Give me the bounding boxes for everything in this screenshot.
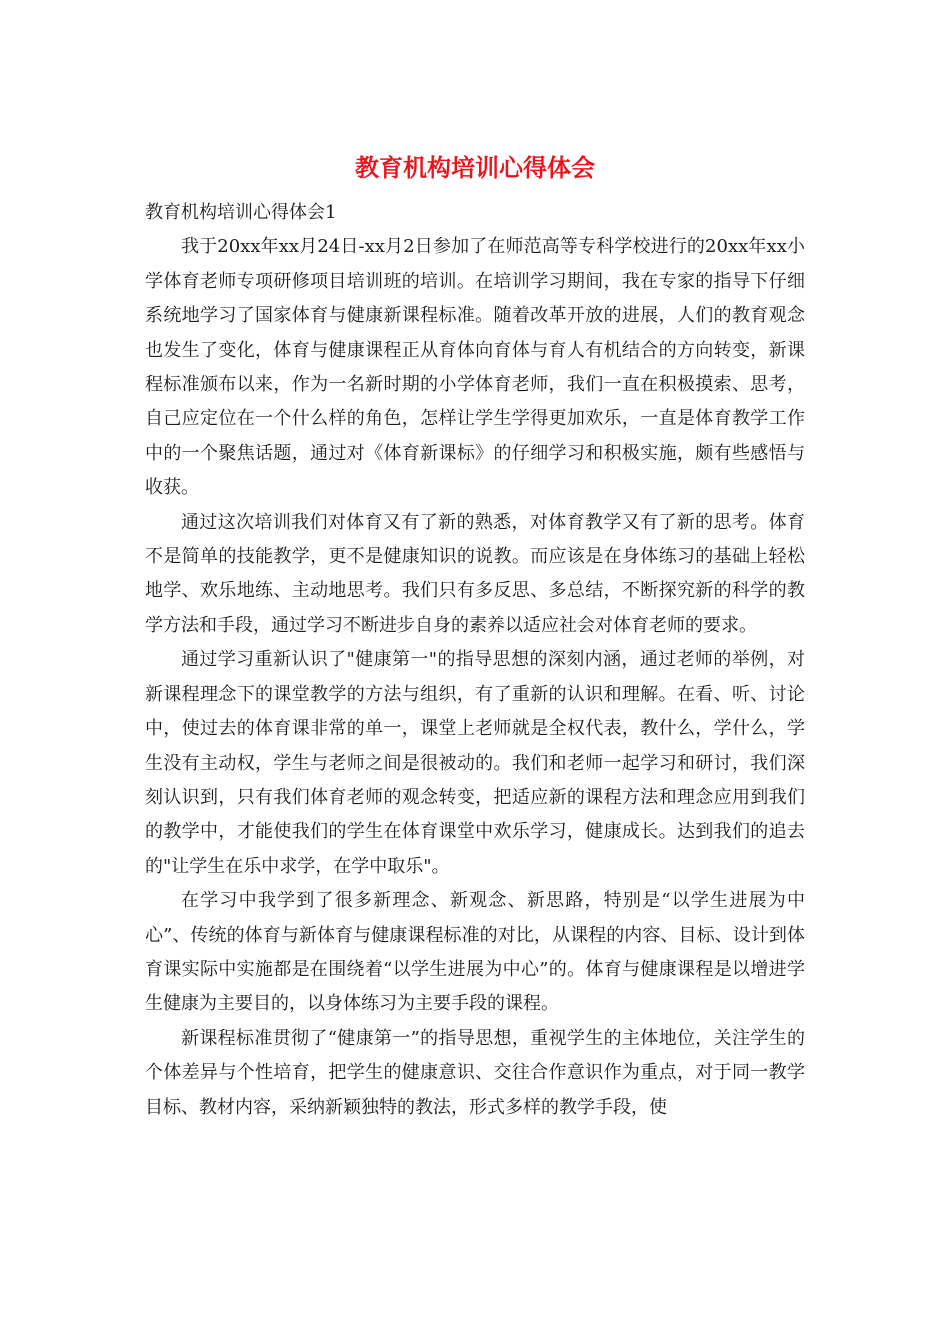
- paragraph-2: 通过这次培训我们对体育又有了新的熟悉，对体育教学又有了新的思考。体育不是简单的技能教学，更不是健康知识的说教。而应该是在身体练习的基础上轻松地学、欢乐地练、主动地思考。我们只有多反思、多总结，不断探究新的科学的教学方法和手段，通过学习不断进步自身的素养以适应社会对体育老师的要求。: [145, 511, 805, 636]
- paragraph-3: 通过学习重新认识了"健康第一"的指导思想的深刻内涵，通过老师的举例，对新课程理念下的课堂教学的方法与组织，有了重新的认识和理解。在看、听、讨论中，使过去的体育课非常的单一，课堂上老师就是全权代表，教什么，学什么，学生没有主动权，学生与老师之间是很被动的。我们和老师一起学习和研讨，我们深刻认识到，只有我们体育老师的观念转变，把适应新的课程方法和理念应用到我们的教学中，才能使我们的学生在体育课堂中欢乐学习，健康成长。达到我们的追去的"让学生在乐中求学，在学中取乐"。: [145, 649, 805, 877]
- document-title: 教育机构培训心得体会: [355, 153, 595, 182]
- paragraph-1: 我于20xx年xx月24日-xx月2日参加了在师范高等专科学校进行的20xx年xx小学体育老师专项研修项目培训班的培训。在培训学习期间，我在专家的指导下仔细系统地学习了国家体育与健康新课程标准。随着改革开放的进展，人们的教育观念也发生了变化，体育与健康课程正从育体向育体与育人有机结合的方向转变，新课程标准颁布以来，作为一名新时期的小学体育老师，我们一直在积极摸索、思考，自己应定位在一个什么样的角色，怎样让学生学得更加欢乐，一直是体育教学工作中的一个聚焦话题，通过对《体育新课标》的仔细学习和积极实施，颇有些感悟与收获。: [145, 236, 805, 499]
- paragraph-5: 新课程标准贯彻了“健康第一”的指导思想，重视学生的主体地位，关注学生的个体差异与个性培育，把学生的健康意识、交往合作意识作为重点，对于同一教学目标、教材内容，采纳新颖独特的教法，形式多样的教学手段，使: [145, 1027, 805, 1118]
- paragraph-4: 在学习中我学到了很多新理念、新观念、新思路，特别是“以学生进展为中心”、传统的体育与新体育与健康课程标准的对比，从课程的内容、目标、设计到体育课实际中实施都是在围绕着“以学生进展为中心”的。体育与健康课程是以增进学生健康为主要目的，以身体练习为主要手段的课程。: [145, 890, 805, 1015]
- document-subtitle: 教育机构培训心得体会1: [145, 202, 337, 223]
- document-body: [145, 196, 805, 1125]
